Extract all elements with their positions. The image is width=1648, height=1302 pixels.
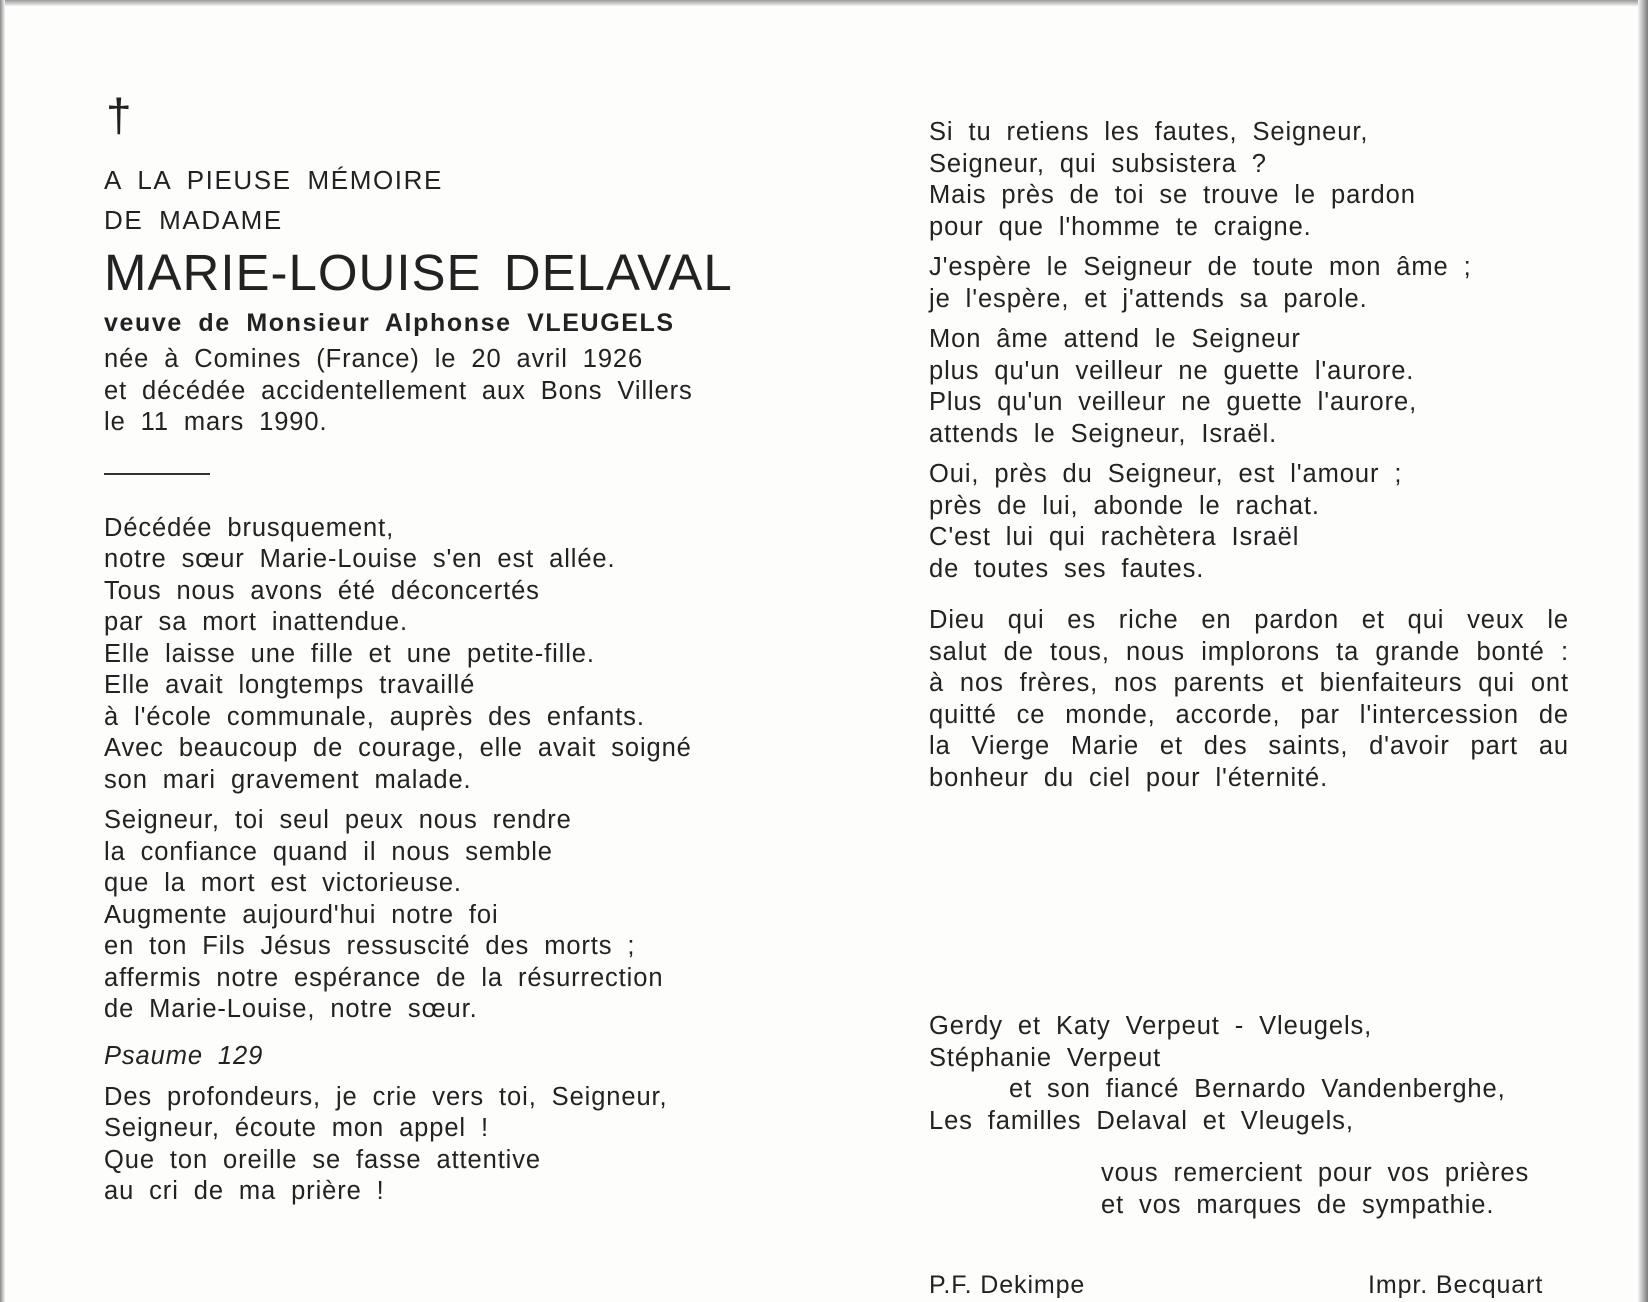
psalm-line: de toutes ses fautes. — [929, 554, 1205, 583]
tribute-line: Avec beaucoup de courage, elle avait soigné — [104, 734, 692, 762]
psalm-line: Oui, près du Seigneur, est l'amour ; — [929, 460, 1403, 488]
psalm-line: Seigneur, écoute mon appel ! — [104, 1114, 489, 1142]
tribute-line: Décédée brusquement, — [104, 513, 395, 542]
prayer-line: Augmente aujourd'hui notre foi — [104, 900, 499, 929]
family-line: Gerdy et Katy Verpeut - Vleugels, — [929, 1012, 1373, 1040]
card-edge-right — [1638, 0, 1648, 1302]
tribute-line: notre sœur Marie-Louise s'en est allée. — [104, 545, 616, 573]
tribute-line: Elle avait longtemps travaillé — [104, 671, 476, 699]
psalm-line: je l'espère, et j'attends sa parole. — [929, 284, 1368, 313]
family-line: et son fiancé Bernardo Vandenberghe, — [1009, 1075, 1506, 1103]
family-line: Les familles Delaval et Vleugels, — [929, 1106, 1354, 1135]
printer-credit: Impr. Becquart — [1368, 1271, 1544, 1299]
psalm-stanza-3 — [929, 252, 1569, 315]
birth-death-line: née à Comines (France) le 20 avril 1926 — [104, 345, 644, 373]
psalm-line: Des profondeurs, je crie vers toi, Seigneur, — [104, 1082, 668, 1111]
psalm-line: attends le Seigneur, Israël. — [929, 419, 1278, 448]
psalm-stanza-1 — [104, 1082, 764, 1208]
psalm-line: Mon âme attend le Seigneur — [929, 325, 1301, 353]
widow-of: veuve de Monsieur Alphonse VLEUGELS — [104, 309, 675, 337]
birth-death-line: et décédée accidentellement aux Bons Villers — [104, 376, 693, 405]
psalm-stanza-4 — [929, 324, 1569, 450]
prayer-line: la confiance quand il nous semble — [104, 837, 553, 866]
prayer-line: que la mort est victorieuse. — [104, 869, 462, 897]
tribute-line: son mari gravement malade. — [104, 765, 472, 794]
thanks-line: et vos marques de sympathie. — [1101, 1190, 1495, 1219]
prayer-line: affermis notre espérance de la résurrection — [104, 963, 664, 992]
card-edge-left — [0, 0, 5, 1302]
card-edge-top — [0, 0, 1648, 6]
cross-icon: † — [106, 89, 133, 141]
memorial-line-2: DE MADAME — [104, 205, 283, 235]
tribute-text — [104, 513, 764, 797]
psalm-line: Seigneur, qui subsistera ? — [929, 149, 1267, 178]
prayer-text — [104, 805, 764, 1026]
prayer-line: en ton Fils Jésus ressuscité des morts ; — [104, 932, 636, 960]
tribute-line: à l'école communale, auprès des enfants. — [104, 702, 645, 731]
memorial-line-1: A LA PIEUSE MÉMOIRE — [104, 165, 443, 195]
left-column — [104, 90, 764, 1208]
birth-death-line: le 11 mars 1990. — [104, 408, 328, 436]
psalm-line: Que ton oreille se fasse attentive — [104, 1145, 541, 1174]
closing-prayer: Dieu qui es riche en pardon et qui veux le salut de tous, nous implorons ta grande bonté : à nos frères, nos parents et bienfaiteurs qui ont quitté ce monde, accorde, par l'intercession de la Vierge Marie et des saints, d'avoir part au bonheur du ciel pour l'éternité. — [929, 606, 1569, 792]
psalm-line: C'est lui qui rachètera Israël — [929, 523, 1300, 551]
tribute-line: Elle laisse une fille et une petite-fille. — [104, 639, 595, 668]
prayer-line: Seigneur, toi seul peux nous rendre — [104, 806, 572, 834]
funeral-director: P.F. Dekimpe — [929, 1271, 1086, 1299]
family-block — [929, 1011, 1506, 1137]
thanks-line: vous remercient pour vos prières — [1101, 1159, 1530, 1187]
psalm-line: pour que l'homme te craigne. — [929, 212, 1312, 241]
psalm-line: Si tu retiens les fautes, Seigneur, — [929, 118, 1369, 146]
tribute-line: Tous nous avons été déconcertés — [104, 576, 540, 605]
right-column — [929, 117, 1569, 794]
tribute-line: par sa mort inattendue. — [104, 608, 408, 636]
psalm-stanza-2 — [929, 117, 1569, 243]
divider — [104, 473, 210, 475]
psalm-title: Psaume 129 — [104, 1041, 264, 1070]
psalm-line: J'espère le Seigneur de toute mon âme ; — [929, 253, 1472, 281]
birth-death-block — [104, 344, 764, 439]
prayer-line: de Marie-Louise, notre sœur. — [104, 995, 478, 1023]
psalm-line: près de lui, abonde le rachat. — [929, 491, 1320, 520]
psalm-line: au cri de ma prière ! — [104, 1177, 385, 1205]
thanks-block — [1101, 1158, 1529, 1221]
psalm-line: Plus qu'un veilleur ne guette l'aurore, — [929, 388, 1418, 416]
psalm-stanza-5 — [929, 459, 1569, 585]
deceased-name: MARIE-LOUISE DELAVAL — [104, 244, 733, 301]
psalm-line: Mais près de toi se trouve le pardon — [929, 181, 1416, 209]
family-line: Stéphanie Verpeut — [929, 1043, 1162, 1072]
psalm-line: plus qu'un veilleur ne guette l'aurore. — [929, 356, 1415, 385]
